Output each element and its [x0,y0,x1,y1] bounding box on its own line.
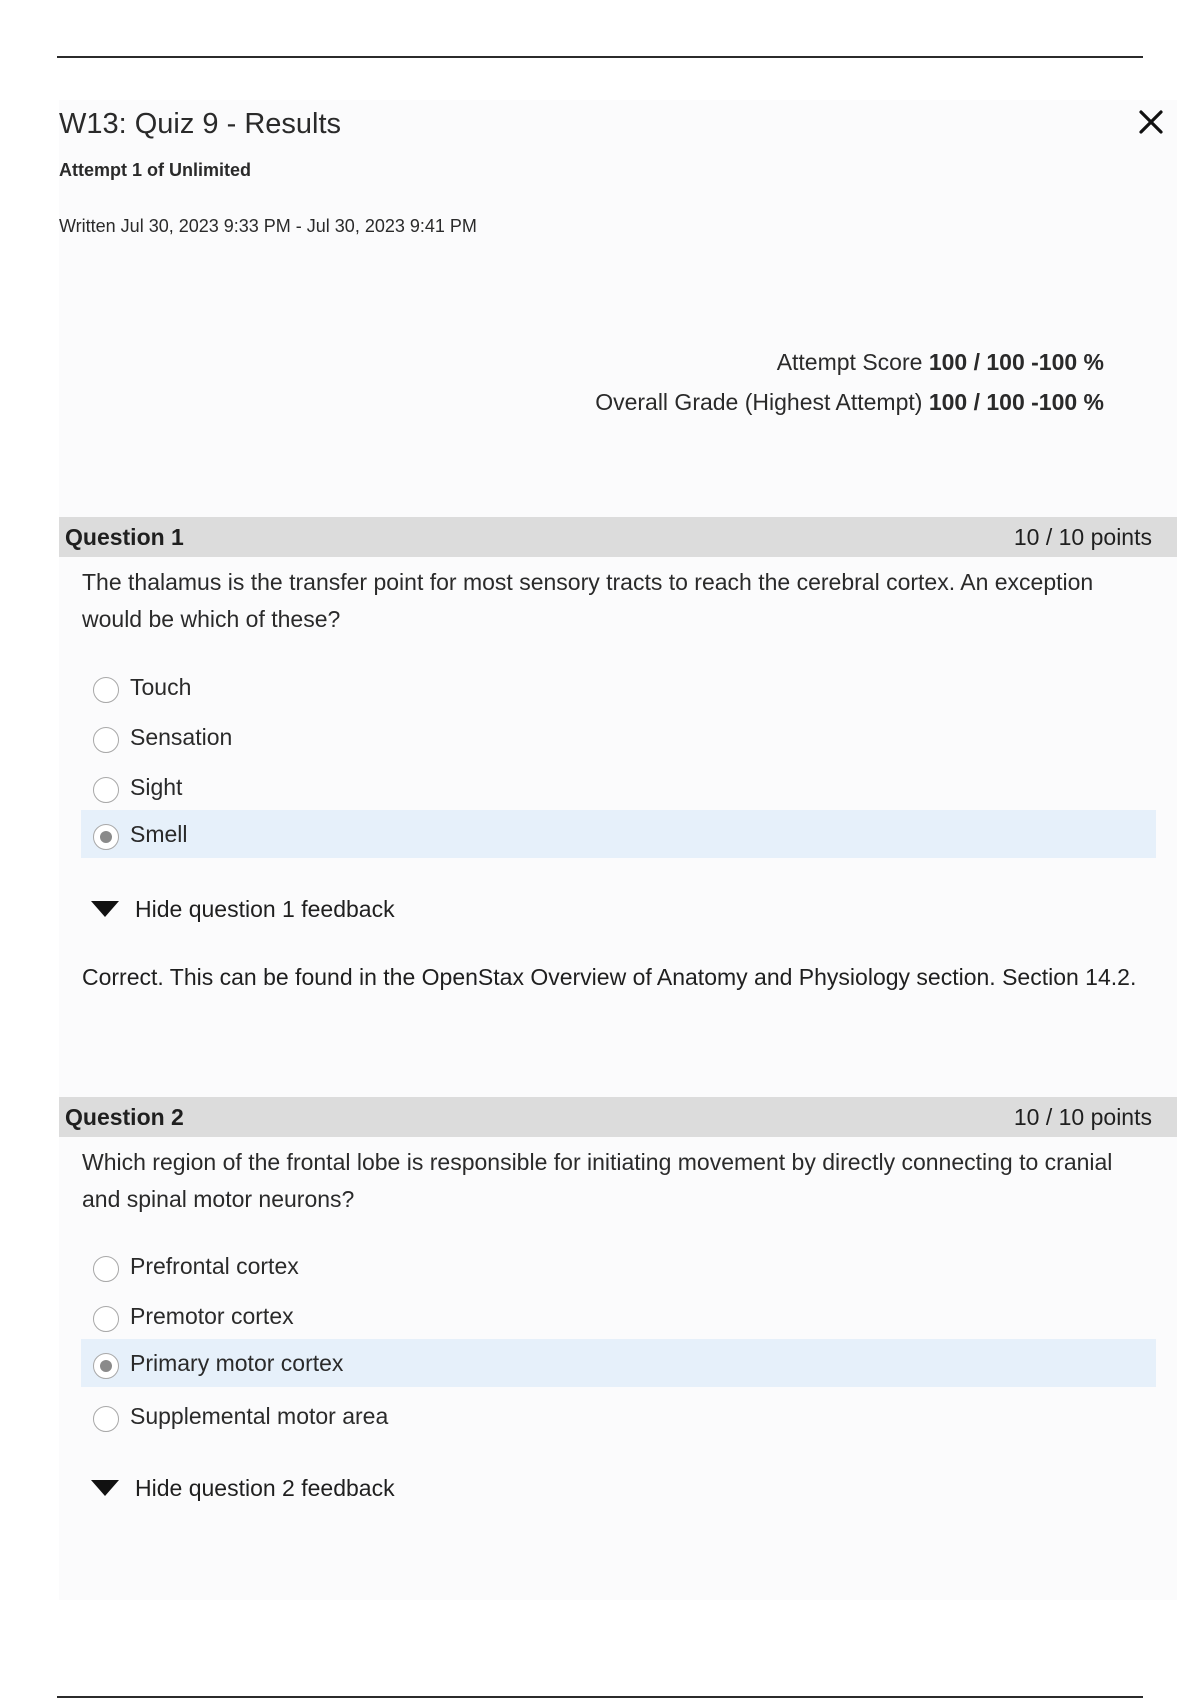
question-2-header [59,1097,1177,1137]
radio-button[interactable] [93,777,119,803]
radio-button[interactable] [93,1306,119,1332]
overall-grade-row [595,382,1104,422]
triangle-down-icon [91,901,119,917]
radio-dot-icon [100,831,112,843]
radio-button-selected[interactable] [93,1353,119,1379]
feedback-toggle-label: Hide question 2 feedback [135,1474,395,1501]
radio-dot-icon [100,1360,112,1372]
option-label: Touch [130,673,192,700]
triangle-down-icon [91,1480,119,1496]
radio-button[interactable] [93,1256,119,1282]
close-icon [1138,109,1164,135]
option-label: Sight [130,773,183,800]
option-label: Supplemental motor area [130,1402,389,1429]
overall-grade-value: 100 / 100 -100 % [928,389,1104,415]
question-1-feedback: Correct. This can be found in the OpenStax Overview of Anatomy and Physiology section. Section 14.2. [82,964,1137,990]
written-timestamp: Written Jul 30, 2023 9:33 PM - Jul 30, 2023 9:41 PM [59,216,477,236]
question-1-feedback-toggle[interactable] [91,889,395,929]
option-label: Prefrontal cortex [130,1252,299,1279]
radio-button[interactable] [93,677,119,703]
question-1-option-sensation[interactable] [81,713,1156,761]
question-1-points: 10 / 10 points [1013,523,1152,550]
quiz-results-page [59,100,1177,1600]
question-1-option-touch[interactable] [81,663,1156,711]
radio-button[interactable] [93,1406,119,1432]
option-label: Primary motor cortex [130,1349,344,1376]
feedback-toggle-label: Hide question 1 feedback [135,895,395,922]
question-2-feedback-toggle[interactable] [91,1468,395,1508]
attempt-count: Attempt 1 of Unlimited [59,160,251,180]
question-2-text: Which region of the frontal lobe is responsible for initiating movement by directly connecting to cranial and spinal motor neurons? [82,1149,1113,1212]
option-label: Sensation [130,723,233,750]
option-label: Premotor cortex [130,1302,294,1329]
score-summary [595,342,1104,422]
question-2-option-primary-motor[interactable] [81,1339,1156,1387]
question-1-header [59,517,1177,557]
attempt-score-label: Attempt Score [776,349,923,375]
attempt-score-row [595,342,1104,382]
question-1-option-smell[interactable] [81,810,1156,858]
question-1-text: The thalamus is the transfer point for most sensory tracts to reach the cerebral cortex. An exception would be which of these? [82,569,1094,632]
question-2-option-prefrontal[interactable] [81,1242,1156,1290]
radio-button[interactable] [93,727,119,753]
question-1-title: Question 1 [65,523,184,550]
question-2-points: 10 / 10 points [1013,1103,1152,1130]
bottom-divider [57,1696,1143,1698]
question-2-option-supplemental[interactable] [81,1392,1156,1440]
question-1-option-sight[interactable] [81,763,1156,811]
radio-button-selected[interactable] [93,824,119,850]
overall-grade-label: Overall Grade (Highest Attempt) [595,389,923,415]
question-2-option-premotor[interactable] [81,1292,1156,1340]
page-title: W13: Quiz 9 - Results [59,108,342,140]
top-divider [57,56,1143,58]
attempt-score-value: 100 / 100 -100 % [928,349,1104,375]
close-button[interactable] [1129,100,1173,144]
option-label: Smell [130,820,188,847]
question-2-title: Question 2 [65,1103,184,1130]
